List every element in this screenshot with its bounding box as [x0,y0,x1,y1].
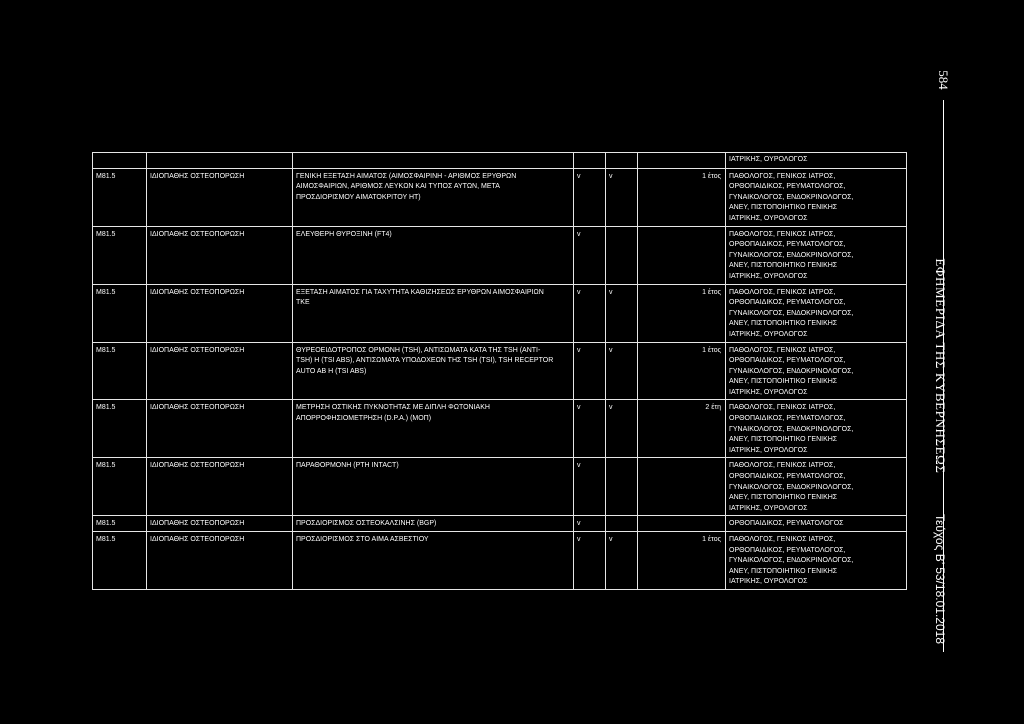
cont-cell [606,153,638,169]
cont-cell [574,153,606,169]
exam-cell: ΘΥΡΕΟΕΙΔΟΤΡΟΠΟΣ ΟΡΜΟΝΗ (TSH), ΑΝΤΙΣΩΜΑΤΑ ΚΑΤΑ ΤΗΣ TSH (ANTI- TSH) Η (TSI ABS), ΑΝΤΙΣΩΜΑΤΑ ΥΠΟΔΟΧΕΩΝ ΤΗΣ TSH (TSI), TSH RECEPTOR AUTO AB Η (TSI ABS) [293,342,574,400]
interval-cell [638,226,726,284]
specialties-cell: ΠΑΘΟΛΟΓΟΣ, ΓΕΝΙΚΟΣ ΙΑΤΡΟΣ, ΟΡΘΟΠΑΙΔΙΚΟΣ, ΡΕΥΜΑΤΟΛΟΓΟΣ, ΓΥΝΑΙΚΟΛΟΓΟΣ, ΕΝΔΟΚΡΙΝΟΛΟΓΟΣ, ΑΝΕΥ, ΠΙΣΤΟΠΟΙΗΤΙΚΟ ΓΕΝΙΚΗΣ ΙΑΤΡΙΚΗΣ, ΟΥΡΟΛΟΓΟΣ [726,458,907,516]
cont-cell [293,153,574,169]
mark-cell: v [574,532,606,590]
table-row [93,226,907,284]
code-cell: Μ81.5 [93,532,147,590]
table-row [93,532,907,590]
continuation-row [93,153,907,169]
mark-cell: v [574,516,606,532]
exam-cell: ΕΞΕΤΑΣΗ ΑΙΜΑΤΟΣ ΓΙΑ ΤΑΧΥΤΗΤΑ ΚΑΘΙΖΗΣΕΩΣ ΕΡΥΘΡΩΝ ΑΙΜΟΣΦΑΙΡΙΩΝ ΤΚΕ [293,284,574,342]
specialties-cell: ΠΑΘΟΛΟΓΟΣ, ΓΕΝΙΚΟΣ ΙΑΤΡΟΣ, ΟΡΘΟΠΑΙΔΙΚΟΣ, ΡΕΥΜΑΤΟΛΟΓΟΣ, ΓΥΝΑΙΚΟΛΟΓΟΣ, ΕΝΔΟΚΡΙΝΟΛΟΓΟΣ, ΑΝΕΥ, ΠΙΣΤΟΠΟΙΗΤΙΚΟ ΓΕΝΙΚΗΣ ΙΑΤΡΙΚΗΣ, ΟΥΡΟΛΟΓΟΣ [726,400,907,458]
mark-cell [606,516,638,532]
mark-cell: v [574,400,606,458]
page-number: 584 [936,70,951,90]
running-title: ΕΦΗΜΕΡΙΔΑ ΤΗΣ ΚΥΒΕΡΝΗΣΕΩΣ [933,258,948,474]
diagnosis-cell: ΙΔΙΟΠΑΘΗΣ ΟΣΤΕΟΠΟΡΩΣΗ [147,342,293,400]
code-cell: Μ81.5 [93,284,147,342]
issue-reference: Τεύχος Β’ 53/18.01.2018 [933,514,947,644]
exam-cell: ΠΑΡΑΘΟΡΜΟΝΗ (PTH INTACT) [293,458,574,516]
specialties-cell: ΠΑΘΟΛΟΓΟΣ, ΓΕΝΙΚΟΣ ΙΑΤΡΟΣ, ΟΡΘΟΠΑΙΔΙΚΟΣ, ΡΕΥΜΑΤΟΛΟΓΟΣ, ΓΥΝΑΙΚΟΛΟΓΟΣ, ΕΝΔΟΚΡΙΝΟΛΟΓΟΣ, ΑΝΕΥ, ΠΙΣΤΟΠΟΙΗΤΙΚΟ ΓΕΝΙΚΗΣ ΙΑΤΡΙΚΗΣ, ΟΥΡΟΛΟΓΟΣ [726,226,907,284]
mark-cell: v [606,284,638,342]
mark-cell [606,458,638,516]
exam-cell: ΓΕΝΙΚΗ ΕΞΕΤΑΣΗ ΑΙΜΑΤΟΣ (ΑΙΜΟΣΦΑΙΡΙΝΗ - ΑΡΙΘΜΟΣ ΕΡΥΘΡΩΝ ΑΙΜΟΣΦΑΙΡΙΩΝ, ΑΡΙΘΜΟΣ ΛΕΥΚΩΝ ΚΑΙ ΤΥΠΟΣ ΑΥΤΩΝ, ΜΕΤΑ ΠΡΟΣΔΙΟΡΙΣΜΟΥ ΑΙΜΑΤΟΚΡΙΤΟΥ ΗΤ) [293,168,574,226]
mark-cell: v [574,458,606,516]
mark-cell: v [606,168,638,226]
diagnosis-cell: ΙΔΙΟΠΑΘΗΣ ΟΣΤΕΟΠΟΡΩΣΗ [147,226,293,284]
mark-cell: v [606,532,638,590]
mark-cell: v [606,400,638,458]
specialties-cell: ΠΑΘΟΛΟΓΟΣ, ΓΕΝΙΚΟΣ ΙΑΤΡΟΣ, ΟΡΘΟΠΑΙΔΙΚΟΣ, ΡΕΥΜΑΤΟΛΟΓΟΣ, ΓΥΝΑΙΚΟΛΟΓΟΣ, ΕΝΔΟΚΡΙΝΟΛΟΓΟΣ, ΑΝΕΥ, ΠΙΣΤΟΠΟΙΗΤΙΚΟ ΓΕΝΙΚΗΣ ΙΑΤΡΙΚΗΣ, ΟΥΡΟΛΟΓΟΣ [726,284,907,342]
table-body [93,153,907,590]
mark-cell: v [574,284,606,342]
specialties-cell: ΠΑΘΟΛΟΓΟΣ, ΓΕΝΙΚΟΣ ΙΑΤΡΟΣ, ΟΡΘΟΠΑΙΔΙΚΟΣ, ΡΕΥΜΑΤΟΛΟΓΟΣ, ΓΥΝΑΙΚΟΛΟΓΟΣ, ΕΝΔΟΚΡΙΝΟΛΟΓΟΣ, ΑΝΕΥ, ΠΙΣΤΟΠΟΙΗΤΙΚΟ ΓΕΝΙΚΗΣ ΙΑΤΡΙΚΗΣ, ΟΥΡΟΛΟΓΟΣ [726,168,907,226]
mark-cell: v [574,168,606,226]
exam-cell: ΜΕΤΡΗΣΗ ΟΣΤΙΚΗΣ ΠΥΚΝΟΤΗΤΑΣ ΜΕ ΔΙΠΛΗ ΦΩΤΟΝΙΑΚΗ ΑΠΟΡΡΟΦΗΣΙΟΜΕΤΡΗΣΗ (D.P.A.) (ΜΟΠ) [293,400,574,458]
interval-cell: 1 έτος [638,342,726,400]
mark-cell: v [574,226,606,284]
code-cell: Μ81.5 [93,342,147,400]
exam-cell: ΠΡΟΣΔΙΟΡΙΣΜΟΣ ΣΤΟ ΑΙΜΑ ΑΣΒΕΣΤΙΟΥ [293,532,574,590]
code-cell: Μ81.5 [93,400,147,458]
interval-cell [638,516,726,532]
table-row [93,284,907,342]
interval-cell: 2 έτη [638,400,726,458]
table-row [93,168,907,226]
interval-cell: 1 έτος [638,284,726,342]
code-cell: Μ81.5 [93,226,147,284]
table-row [93,458,907,516]
exams-table [92,152,907,590]
cont-cell [638,153,726,169]
diagnosis-cell: ΙΔΙΟΠΑΘΗΣ ΟΣΤΕΟΠΟΡΩΣΗ [147,284,293,342]
table-row [93,400,907,458]
diagnosis-cell: ΙΔΙΟΠΑΘΗΣ ΟΣΤΕΟΠΟΡΩΣΗ [147,458,293,516]
mark-cell: v [574,342,606,400]
diagnosis-cell: ΙΔΙΟΠΑΘΗΣ ΟΣΤΕΟΠΟΡΩΣΗ [147,532,293,590]
specialties-cell: ΠΑΘΟΛΟΓΟΣ, ΓΕΝΙΚΟΣ ΙΑΤΡΟΣ, ΟΡΘΟΠΑΙΔΙΚΟΣ, ΡΕΥΜΑΤΟΛΟΓΟΣ, ΓΥΝΑΙΚΟΛΟΓΟΣ, ΕΝΔΟΚΡΙΝΟΛΟΓΟΣ, ΑΝΕΥ, ΠΙΣΤΟΠΟΙΗΤΙΚΟ ΓΕΝΙΚΗΣ ΙΑΤΡΙΚΗΣ, ΟΥΡΟΛΟΓΟΣ [726,532,907,590]
code-cell: Μ81.5 [93,168,147,226]
specialties-cell: ΠΑΘΟΛΟΓΟΣ, ΓΕΝΙΚΟΣ ΙΑΤΡΟΣ, ΟΡΘΟΠΑΙΔΙΚΟΣ, ΡΕΥΜΑΤΟΛΟΓΟΣ, ΓΥΝΑΙΚΟΛΟΓΟΣ, ΕΝΔΟΚΡΙΝΟΛΟΓΟΣ, ΑΝΕΥ, ΠΙΣΤΟΠΟΙΗΤΙΚΟ ΓΕΝΙΚΗΣ ΙΑΤΡΙΚΗΣ, ΟΥΡΟΛΟΓΟΣ [726,342,907,400]
interval-cell: 1 έτος [638,168,726,226]
interval-cell [638,458,726,516]
code-cell: Μ81.5 [93,516,147,532]
mark-cell: v [606,342,638,400]
cont-cell [93,153,147,169]
table-row [93,342,907,400]
table-row [93,516,907,532]
diagnosis-cell: ΙΔΙΟΠΑΘΗΣ ΟΣΤΕΟΠΟΡΩΣΗ [147,168,293,226]
specialties-cell: ΙΑΤΡΙΚΗΣ, ΟΥΡΟΛΟΓΟΣ [726,153,907,169]
mark-cell [606,226,638,284]
diagnosis-cell: ΙΔΙΟΠΑΘΗΣ ΟΣΤΕΟΠΟΡΩΣΗ [147,400,293,458]
exam-cell: ΠΡΟΣΔΙΟΡΙΣΜΟΣ ΟΣΤΕΟΚΑΛΣΙΝΗΣ (BGP) [293,516,574,532]
interval-cell: 1 έτος [638,532,726,590]
exam-cell: ΕΛΕΥΘΕΡΗ ΘΥΡΟΞΙΝΗ (FT4) [293,226,574,284]
diagnosis-cell: ΙΔΙΟΠΑΘΗΣ ΟΣΤΕΟΠΟΡΩΣΗ [147,516,293,532]
specialties-cell: ΟΡΘΟΠΑΙΔΙΚΟΣ, ΡΕΥΜΑΤΟΛΟΓΟΣ [726,516,907,532]
cont-cell [147,153,293,169]
code-cell: Μ81.5 [93,458,147,516]
